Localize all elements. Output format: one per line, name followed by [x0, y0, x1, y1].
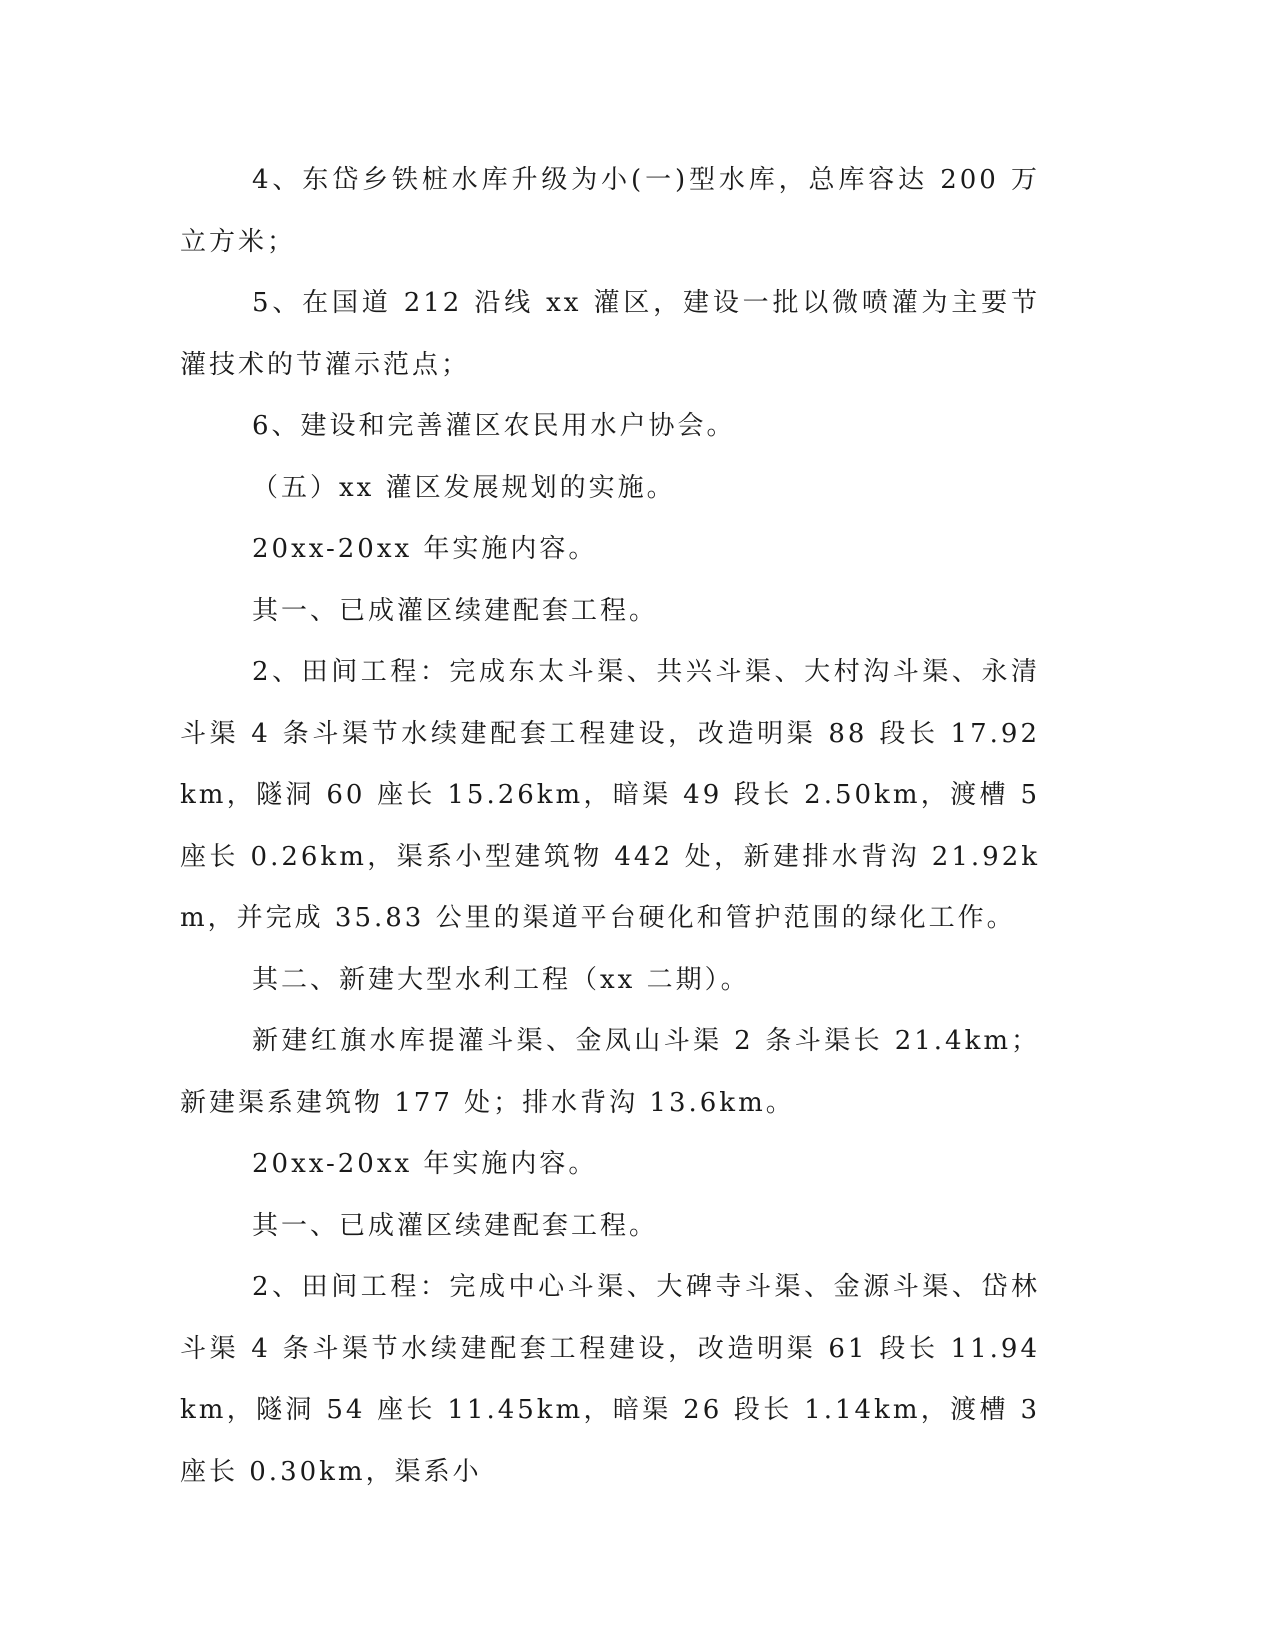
paragraph-item-4: 4、东岱乡铁桩水库升级为小(一)型水库，总库容达 200 万立方米；	[180, 165, 1040, 257]
field-works-paragraph-1: 2、田间工程：完成东太斗渠、共兴斗渠、大村沟斗渠、永清斗渠 4 条斗渠节水续建配套工程建设，改造明渠 88 段长 17.92km，隧洞 60 座长 15.26km，暗渠 49 段长 2.50km，渡槽 5 座长 0.26km，渠系小型建筑物 442 处，新建排水背沟 21.92km，并完成 35.83 公里的渠道平台硬化和管护范围的绿化工作。	[180, 657, 1040, 933]
new-works-paragraph: 新建红旗水库提灌斗渠、金凤山斗渠 2 条斗渠长 21.4km；新建渠系建筑物 177 处；排水背沟 13.6km。	[180, 1026, 1040, 1118]
period-heading-2: 20xx-20xx 年实施内容。	[252, 1149, 598, 1179]
period-heading-1: 20xx-20xx 年实施内容。	[252, 534, 598, 564]
subsection-heading-1: 其一、已成灌区续建配套工程。	[252, 595, 659, 626]
field-works-paragraph-2: 2、田间工程：完成中心斗渠、大碑寺斗渠、金源斗渠、岱林斗渠 4 条斗渠节水续建配套工程建设，改造明渠 61 段长 11.94km，隧洞 54 座长 11.45km，暗渠 26 段长 1.14km，渡槽 3 座长 0.30km，渠系小	[180, 1272, 1040, 1487]
section-heading-5: （五）xx 灌区发展规划的实施。	[252, 472, 676, 503]
document-body	[180, 150, 1040, 1503]
paragraph-item-6: 6、建设和完善灌区农民用水户协会。	[252, 411, 736, 441]
subsection-heading-3: 其一、已成灌区续建配套工程。	[252, 1210, 659, 1241]
subsection-heading-2: 其二、新建大型水利工程（xx 二期）。	[252, 964, 750, 995]
paragraph-item-5: 5、在国道 212 沿线 xx 灌区，建设一批以微喷灌为主要节灌技术的节灌示范点；	[180, 288, 1040, 380]
